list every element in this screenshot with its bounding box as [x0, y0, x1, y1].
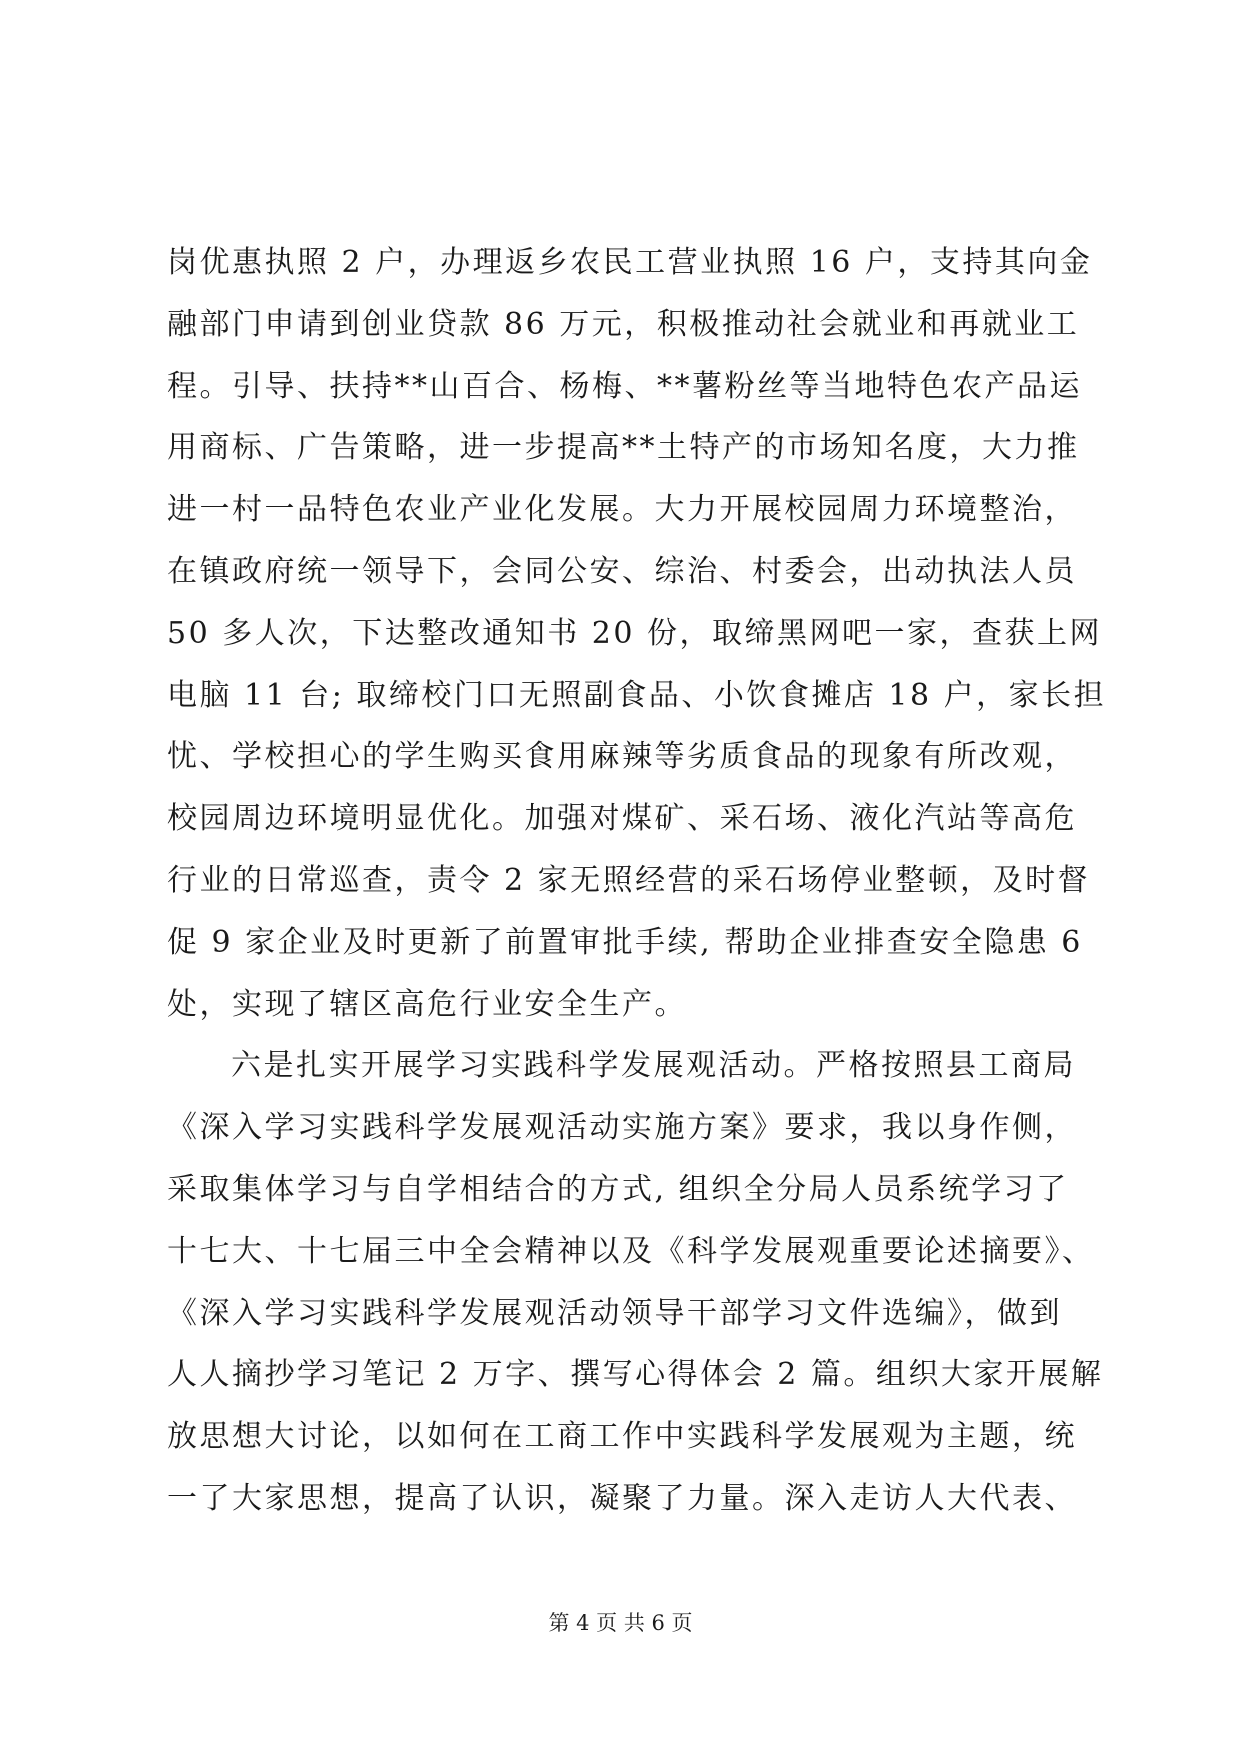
text-line: 融部门申请到创业贷款 86 万元，积极推动社会就业和再就业工 [167, 306, 1080, 342]
text-line: 电脑 11 台; 取缔校门口无照副食品、小饮食摊店 18 户，家长担 [167, 677, 1107, 713]
text-line: 放思想大讨论，以如何在工商工作中实践科学发展观为主题，统 [167, 1419, 1077, 1455]
text-line: 《深入学习实践科学发展观活动领导干部学习文件选编》，做到 [167, 1295, 1062, 1331]
text-line: 程。引导、扶持**山百合、杨梅、**薯粉丝等当地特色农产品运 [167, 368, 1082, 404]
text-line: 校园周边环境明显优化。加强对煤矿、采石场、液化汽站等高危 [167, 801, 1077, 837]
paragraph-start-line: 六是扎实开展学习实践科学发展观活动。严格按照县工商局 [231, 1048, 1076, 1084]
text-line: 行业的日常巡查，责令 2 家无照经营的采石场停业整顿，及时督 [167, 862, 1091, 898]
text-line: 处，实现了辖区高危行业安全生产。 [167, 986, 687, 1022]
text-line: 十七大、十七届三中全会精神以及《科学发展观重要论述摘要》、 [167, 1233, 1095, 1269]
text-line: 用商标、广告策略，进一步提高**土特产的市场知名度，大力推 [167, 430, 1080, 466]
text-line: 进一村一品特色农业产业化发展。大力开展校园周力环境整治， [167, 492, 1077, 528]
text-line: 在镇政府统一领导下，会同公安、综治、村委会，出动执法人员 [167, 553, 1077, 589]
text-line: 采取集体学习与自学相结合的方式, 组织全分局人员系统学习了 [167, 1171, 1069, 1207]
text-line: 促 9 家企业及时更新了前置审批手续, 帮助企业排查安全隐患 6 [167, 924, 1083, 960]
text-line: 人人摘抄学习笔记 2 万字、撰写心得体会 2 篇。组织大家开展解 [167, 1357, 1104, 1393]
page-number: 第 4 页 [548, 1611, 618, 1635]
text-line: 50 多人次，下达整改通知书 20 份，取缔黑网吧一家，查获上网 [167, 615, 1102, 651]
body-text [167, 232, 1107, 1530]
text-line: 岗优惠执照 2 户，办理返乡农民工营业执照 16 户，支持其向金 [167, 245, 1093, 280]
page-footer [0, 1608, 1241, 1638]
text-line: 一了大家思想，提高了认识，凝聚了力量。深入走访人大代表、 [167, 1480, 1077, 1516]
page-total: 共 6 页 [623, 1611, 693, 1635]
text-line: 《深入学习实践科学发展观活动实施方案》要求，我以身作侧， [167, 1110, 1077, 1146]
text-line: 忧、学校担心的学生购买食用麻辣等劣质食品的现象有所改观， [167, 739, 1077, 775]
